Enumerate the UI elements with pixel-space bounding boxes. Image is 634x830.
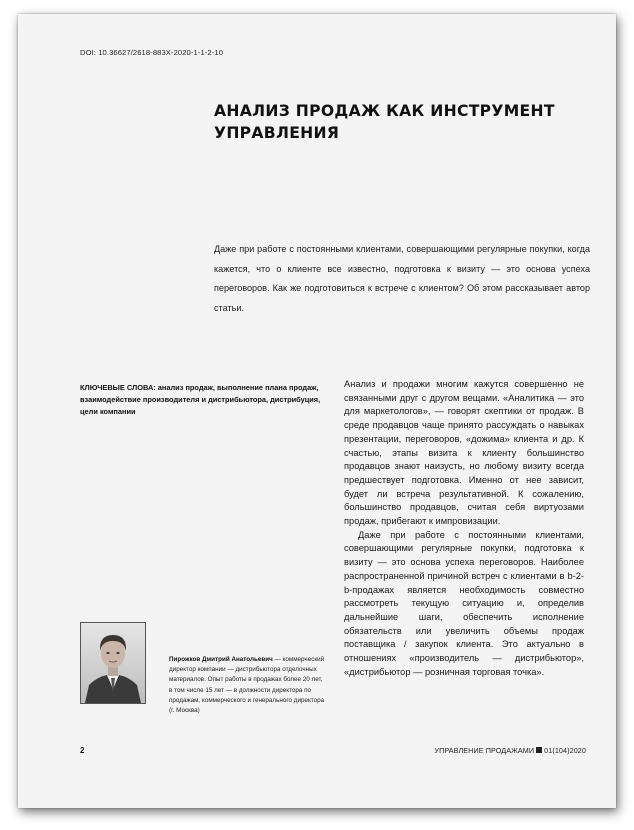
body-paragraph-2: Даже при работе с постоянными клиентами, совершающими регулярные покупки, подготовка к визиту — это основа успеха переговоров. Наиболее распространенной причиной встреч с клиентами в b-2-b-продажах является необходимость совместно рассмотреть текущую ситуацию и, определив дальнейшие шаги, обеспечить исполнение обязательств или увеличить объемы продаж поставщика / закупок клиента. Это актуально в отношениях «производитель — дистрибьютор», «дистрибьютор — розничная торговая точка». [344,529,584,677]
keywords-block: КЛЮЧЕВЫЕ СЛОВА: анализ продаж, выполнение плана продаж, взаимодействие производителя и дистрибьютора, дистрибуция, цели компании [80,383,321,416]
doi-line: DOI: 10.36627/2618-883X-2020-1-1-2-10 [80,48,224,57]
author-portrait-icon [81,623,145,703]
body-paragraph-1: Анализ и продажи многим кажутся совершенно не связанными друг с другом вещами. «Аналитика — это для маркетологов», — говорят скептики от продаж. В среде продавцов чаще принято рассуждать о навыках презентации, переговоров, «дожима» клиента и др. К счастью, этапы визита к клиенту большинство продавцов знают наизусть, но любому визиту всегда предшествует подготовка. Именно от нее зависит, будет ли встреча результативной. К сожалению, большинство продавцов, считая себя виртуозами продаж, прибегают к импровизации. [344,379,584,527]
author-description: — коммерческий директор компании — дистрибьютора отделочных материалов. Опыт работы в продажах более 20 лет, в том числе 15 лет — в должности директора по продажам, коммерческого и генерального директора (г. Москва) [169,656,325,715]
journal-issue: 01(104)2020 [544,746,586,755]
page-number: 2 [80,746,85,755]
article-lead: Даже при работе с постоянными клиентами, совершающими регулярные покупки, когда кажется, что о клиенте все известно, подготовка к визиту — это основа успеха переговоров. Как же подготовиться к встрече с клиентом? Об этом рассказывает автор статьи. [214,244,590,313]
square-bullet-icon [536,747,542,753]
author-bio [169,655,327,716]
magazine-page [18,14,616,808]
article-body [344,378,584,679]
article-title: АНАЛИЗ ПРОДАЖ КАК ИНСТРУМЕНТ УПРАВЛЕНИЯ [214,102,555,142]
author-photo [80,622,146,704]
journal-name: УПРАВЛЕНИЕ ПРОДАЖАМИ [434,746,535,755]
journal-footer [434,746,586,755]
author-name: Пирожков Дмитрий Анатольевич [169,656,273,663]
